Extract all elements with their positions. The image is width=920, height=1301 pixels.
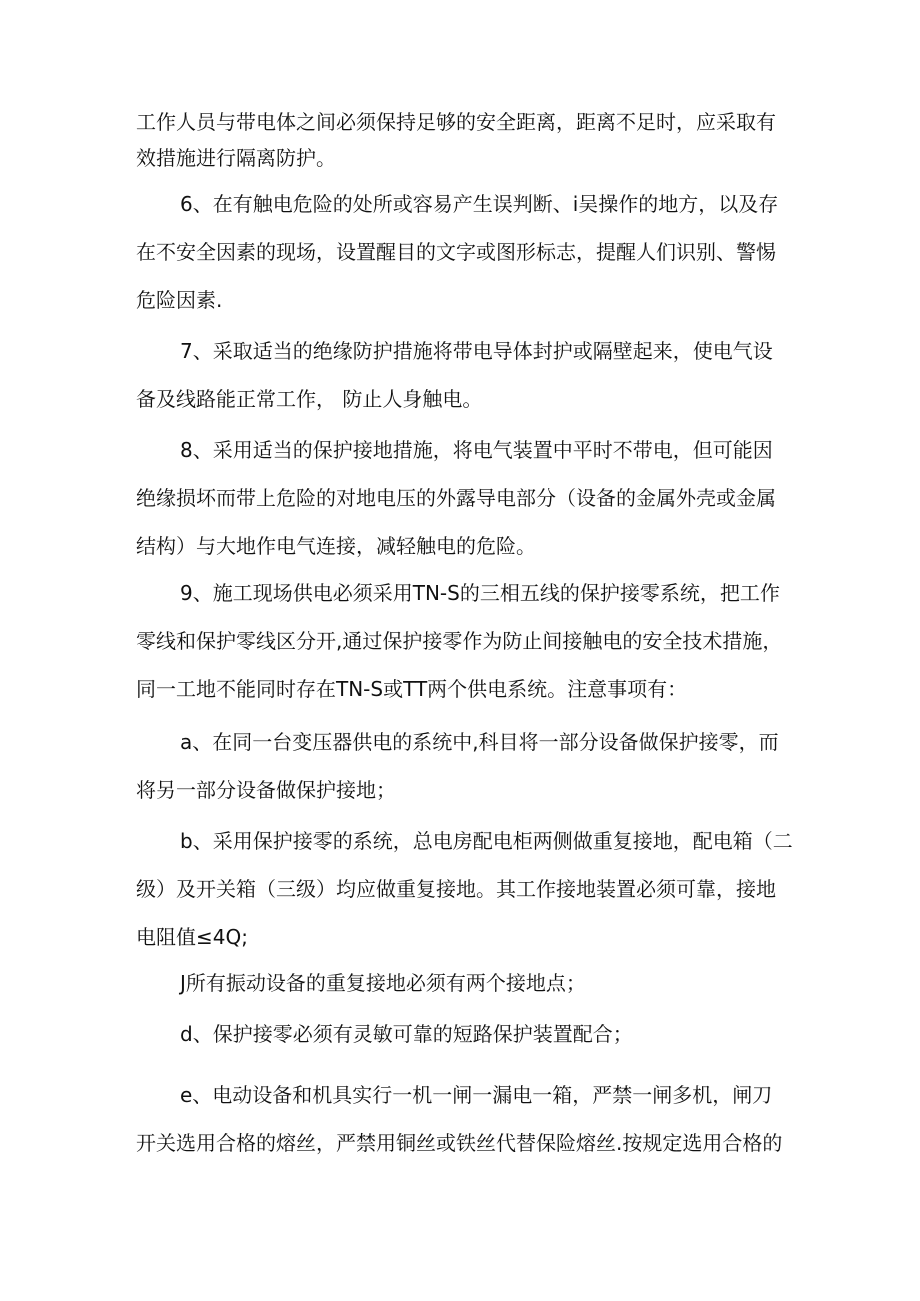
text-line: a、在同一台变压器供电的系统中,科目将一部分设备做保护接零，而	[180, 730, 779, 754]
text-line: 结构）与大地作电气连接，减轻触电的危险。	[136, 534, 536, 558]
text-line: 备及线路能正常工作， 防止人身触电。	[136, 387, 483, 411]
text-line: d、保护接零必须有灵敏可靠的短路保护装置配合；	[180, 1022, 633, 1046]
text-line: 零线和保护零线区分开,通过保护接零作为防止间接触电的安全技术措施，	[136, 629, 783, 653]
text-line: 在不安全因素的现场，设置醒目的文字或图形标志，提醒人们识别、警惕	[136, 240, 776, 264]
text-line: 开关选用合格的熔丝，严禁用铜丝或铁丝代替保险熔丝.按规定选用合格的	[136, 1131, 783, 1155]
text-line: 效措施进行隔离防护。	[136, 146, 336, 170]
text-line: J所有振动设备的重复接地必须有两个接地点；	[180, 971, 586, 995]
text-line: 危险因素.	[136, 288, 223, 312]
text-line: 绝缘损坏而带上危险的对地电压的外露导电部分（设备的金属外壳或金属	[136, 486, 776, 510]
text-line: 9、施工现场供电必须采用TN-S的三相五线的保护接零系统，把工作	[180, 581, 780, 605]
text-line: 将另一部分设备做保护接地；	[136, 778, 396, 802]
text-line: 7、采取适当的绝缘防护措施将带电导体封护或隔壁起来，使电气设	[180, 339, 773, 363]
text-line: 同一工地不能同时存在TN-S或TT两个供电系统。注意事项有：	[136, 677, 688, 701]
text-line: 级）及开关箱（三级）均应做重复接地。其工作接地装置必须可靠，接地	[136, 877, 776, 901]
text-line: b、采用保护接零的系统，总电房配电柜两侧做重复接地，配电箱（二	[180, 829, 793, 853]
text-line: 8、采用适当的保护接地措施，将电气装置中平时不带电，但可能因	[180, 438, 773, 462]
text-line: e、电动设备和机具实行一机一闸一漏电一箱，严禁一闸多机，闸刀	[180, 1083, 773, 1107]
text-line: 电阻值≤4Q;	[136, 925, 248, 949]
text-line: 工作人员与带电体之间必须保持足够的安全距离，距离不足时，应采取有	[136, 110, 776, 134]
text-line: 6、在有触电危险的处所或容易产生误判断、i吴操作的地方，以及存	[180, 192, 779, 216]
